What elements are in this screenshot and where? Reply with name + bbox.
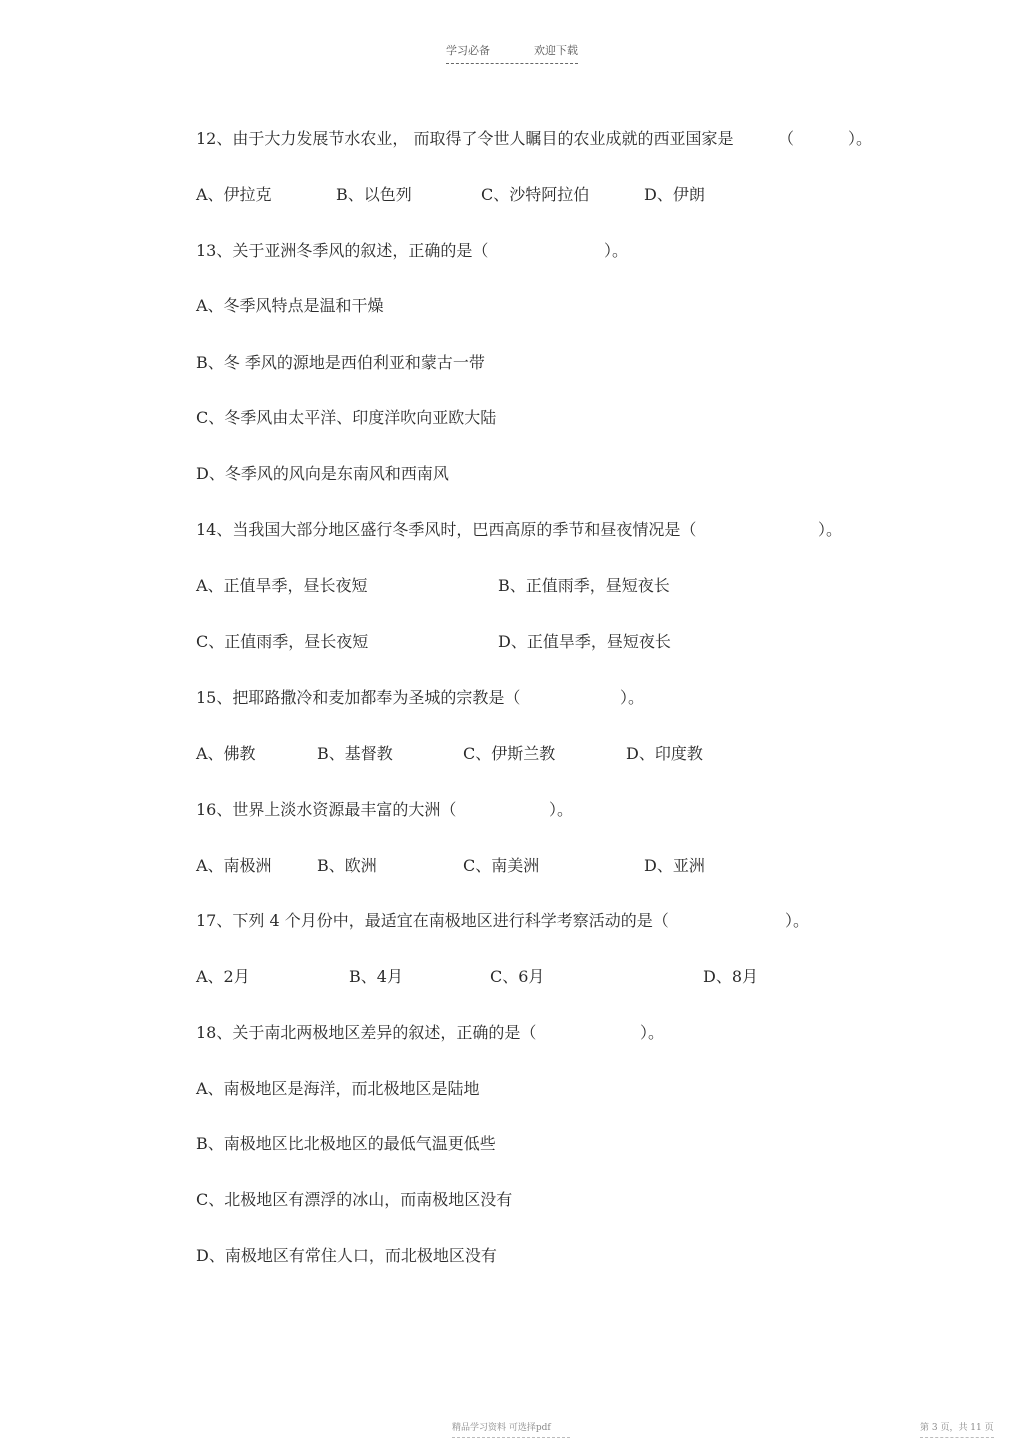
question-14-paren-close: ）。	[818, 520, 843, 539]
question-16-stem-line	[196, 800, 574, 820]
question-14-stem-line	[196, 520, 843, 540]
header-left-text: 学习必备	[446, 44, 490, 57]
question-15-option-b: B、基督教	[317, 744, 393, 763]
question-15-stem-line	[196, 688, 645, 708]
question-17-option-a: A、2月	[196, 967, 250, 986]
question-12-option-a: A、伊拉克	[196, 185, 272, 204]
question-13-option-c: C、冬季风由太平洋、印度洋吹向亚欧大陆	[196, 408, 497, 427]
question-18-option-a: A、南极地区是海洋，而北极地区是陆地	[196, 1079, 480, 1098]
question-18-option-b: B、南极地区比北极地区的最低气温更低些	[196, 1134, 496, 1153]
question-15-stem: 15、把耶路撒冷和麦加都奉为圣城的宗教是（	[196, 688, 521, 707]
question-16-paren-close: ）。	[549, 800, 574, 819]
question-17-option-d: D、8月	[703, 967, 759, 986]
question-17-option-b: B、4月	[349, 967, 403, 986]
question-12-paren-close: ）。	[848, 129, 873, 148]
footer-page-number: 第 3 页，共 11 页	[920, 1420, 994, 1438]
question-17-option-c: C、6月	[490, 967, 545, 986]
question-16-stem: 16、世界上淡水资源最丰富的大洲（	[196, 800, 457, 819]
question-15-paren-close: ）。	[620, 688, 645, 707]
question-15-option-d: D、印度教	[626, 744, 703, 763]
question-12-option-d: D、伊朗	[644, 185, 705, 204]
question-17-paren-close: ）。	[785, 911, 810, 930]
question-13-option-b: B、冬 季风的源地是西伯利亚和蒙古一带	[196, 353, 485, 372]
question-13-option-a: A、冬季风特点是温和干燥	[196, 296, 384, 315]
question-16-option-a: A、南极洲	[196, 856, 272, 875]
question-12-option-c: C、沙特阿拉伯	[481, 185, 590, 204]
question-16-option-d: D、亚洲	[644, 856, 705, 875]
question-18-option-d: D、南极地区有常住人口，而北极地区没有	[196, 1246, 497, 1265]
question-12-stem: 12、由于大力发展节水农业， 而取得了令世人瞩目的农业成就的西亚国家是	[196, 129, 734, 148]
question-18-stem: 18、关于南北两极地区差异的叙述，正确的是（	[196, 1023, 537, 1042]
question-16-option-b: B、欧洲	[317, 856, 377, 875]
question-18-option-c: C、北极地区有漂浮的冰山，而南极地区没有	[196, 1190, 513, 1209]
question-15-option-a: A、佛教	[196, 744, 256, 763]
question-12-stem-line	[196, 129, 873, 149]
question-18-paren-close: ）。	[640, 1023, 665, 1042]
question-15-option-c: C、伊斯兰教	[463, 744, 556, 763]
question-17-stem: 17、下列 4 个月份中，最适宜在南极地区进行科学考察活动的是（	[196, 911, 669, 930]
question-13-stem: 13、关于亚洲冬季风的叙述，正确的是（	[196, 241, 489, 260]
question-13-option-d: D、冬季风的风向是东南风和西南风	[196, 464, 449, 483]
question-14-stem: 14、当我国大部分地区盛行冬季风时，巴西高原的季节和昼夜情况是（	[196, 520, 697, 539]
question-18-stem-line	[196, 1023, 665, 1043]
question-13-stem-line	[196, 241, 629, 261]
question-16-option-c: C、南美洲	[463, 856, 540, 875]
page-header	[446, 42, 578, 64]
question-12-option-b: B、以色列	[336, 185, 412, 204]
question-14-option-b: B、正值雨季，昼短夜长	[498, 576, 670, 595]
question-14-option-c: C、正值雨季，昼长夜短	[196, 632, 369, 651]
question-12-paren-open: （	[778, 129, 795, 148]
footer-center-text: 精品学习资料 可选择pdf	[452, 1420, 570, 1438]
question-17-stem-line	[196, 911, 810, 931]
header-right-text: 欢迎下载	[534, 44, 578, 57]
question-13-paren-close: ）。	[604, 241, 629, 260]
question-14-option-d: D、正值旱季，昼短夜长	[498, 632, 671, 651]
question-14-option-a: A、正值旱季，昼长夜短	[196, 576, 368, 595]
